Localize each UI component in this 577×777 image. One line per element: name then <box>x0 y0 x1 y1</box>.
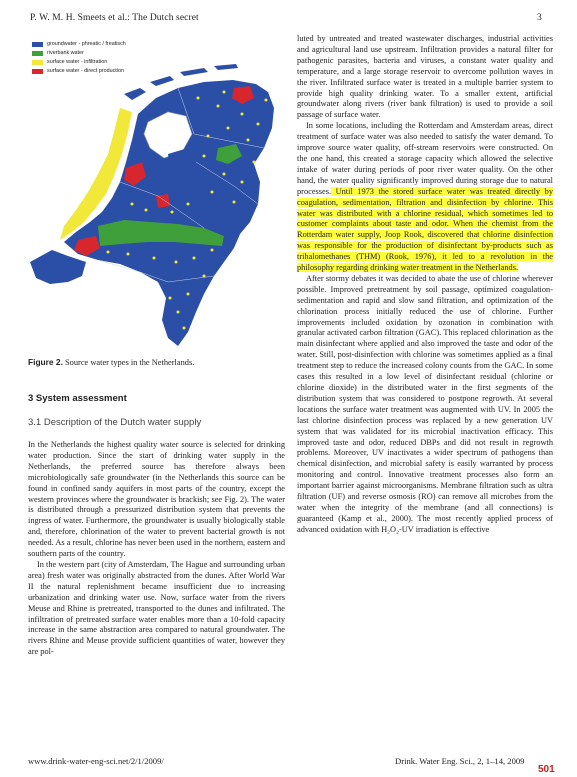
paragraph: In the Netherlands the highest quality water source is selected for drinking water production. Since the start of drinking water supply in the Netherlands, the preferred source has therefore always been microbiologically safe groundwater (in the Netherlands this source can be found in confined sandy aquifers in most parts of the country, except the western provinces where the groundwater is brackish; see Fig. 2). The water is distributed through a pressurized distribution system that prevents the ingress of water. Furthermore, the groundwater is usually biologically stable and, therefore, chlorination of the water to prevent bacterial growth is not needed. As a result, chlorine has never been used in the northern, eastern and southern parts of the country. <box>28 440 285 559</box>
subsection-title: 3.1 Description of the Dutch water supply <box>28 417 202 428</box>
legend-swatch <box>32 51 43 56</box>
paragraph-text: In some locations, including the Rotterdam and Amsterdam areas, direct treatment of surface water was also needed to satisfy the water demand. To improve source water quality, off-stream reservoirs were constructed. On the one hand, this created a storage capacity which allowed the selective intake of water during periods of poor river water quality. On the other hand, the water quality significantly improved during storage due to natural processes. <box>297 121 553 196</box>
legend-item <box>32 67 126 76</box>
caption-label: Figure 2. <box>28 357 63 367</box>
paragraph: luted by untreated and treated wastewater discharges, industrial activities and agricultural land use upstream. Infiltration provides a natural filter for pathogenic parasites, bacteria and viruses, a constant water quality and temperature, and a large storage reservoir to overcome pollution waves in the river. Infiltrated surface water is treated in a multiple barrier system to provide high quality drinking water. To a smaller extent, artificial groundwater along rivers (river bank filtration) is used to provide a soil passage of surface water. <box>297 34 553 120</box>
legend-label: riverbank water <box>47 50 84 56</box>
legend-swatch <box>32 69 43 74</box>
caption-text: Source water types in the Netherlands. <box>62 358 195 367</box>
left-column <box>28 440 285 658</box>
paragraph <box>297 121 553 274</box>
paragraph: After stormy debates it was decided to abate the use of chlorine wherever possible. Improved pretreatment by soil passage, optimized coagulation-sedimentation and rapid and slow sand filtration, and optimization of the chlorination process initially reduced the use of chlorine. Further improvements included oxidation by ozonation in combination with granular activated carbon filtration (GAC). This replaced chlorination as the main disinfectant where applied and also improved the taste and odor of the water. Still, post-disinfection with chlorine was sometimes applied as a final treatment step to reduce the increased colony counts from the GAC. In some cases this resulted in a low level of disinfectant residual (chlorine or chlorine dioxide) in the distributed water in the first segments of the distribution system that was considered to postpone regrowth. At several locations the surface water treatment was augmented with UV. In 2005 the last chlorine disinfection process was replaced by a new generation UV system that was validated for its microbial inactivation efficacy. This improved taste and odor, reduced DBPs and did not result in regrowth problems. Moreover, UV inactivates a wider spectrum of pathogens than chemical disinfection, and microbial safety is easily warranted by process monitoring and control. Innovative treatment processes also form an important barrier against microorganisms. Membrane filtration such as ultra filtration (UF) and reverse osmosis (RO) can remove all microbes from the water when the integrity of the membrane (and all connections) is guaranteed (Kamp et al., 2000). The most recently applied process of advanced oxidation with H₂O₂-UV irradiation is effective <box>297 273 553 534</box>
legend-label: groundwater - phreatic / freatisch <box>47 41 126 47</box>
highlighted-text: Until 1973 the stored surface water was treated directly by coagulation, sedimentation, filtration and disinfection by chlorine. This water was distributed with a chlorine residual, which sometimes led to customer complaints about taste and odor. When the chemist from the Rotterdam water supply, Joop Rook, discovered that chlorine disinfection was responsible for the production of disinfectant by-products such as trihalomethanes (THM) (Rook, 1976), it led to a revolution in the philosophy regarding drinking water treatment in the Netherlands. <box>297 186 553 273</box>
running-header: P. W. M. H. Smeets et al.: The Dutch secret <box>30 13 199 23</box>
land-zeeland <box>30 250 86 284</box>
legend-item <box>32 49 126 58</box>
map-legend <box>32 40 126 76</box>
legend-swatch <box>32 60 43 65</box>
legend-swatch <box>32 42 43 47</box>
section-title: 3 System assessment <box>28 393 127 404</box>
legend-item <box>32 58 126 67</box>
legend-label: surface water - direct production <box>47 68 125 74</box>
legend-label: surface water - infiltration <box>47 59 108 65</box>
footer-url: www.drink-water-eng-sci.net/2/1/2009/ <box>28 756 164 766</box>
map-graphic <box>28 36 285 349</box>
right-column <box>297 34 553 536</box>
footer-citation: Drink. Water Eng. Sci., 2, 1–14, 2009 <box>395 756 525 766</box>
legend-item <box>32 40 126 49</box>
netherlands-source-water-map <box>28 36 285 349</box>
page-number-top: 3 <box>537 13 542 23</box>
paragraph: In the western part (city of Amsterdam, The Hague and surrounding urban area) fresh water was originally abstracted from the dunes. After World War II the natural replenishment became insufficient due to increasing urbanization and drinking water use. Now, surface water from the rivers Meuse and Rhine is pretreated, transported to the dunes and infiltrated. The infiltration of pretreated surface water enables more than a 10-fold capacity increase in the same abstraction area compared to natural groundwater. The rivers Rhine and Meuse provide sufficient quantities of water, however they are pol- <box>28 559 285 657</box>
figure-caption <box>28 357 285 367</box>
page-stamp-number: 501 <box>538 764 555 775</box>
